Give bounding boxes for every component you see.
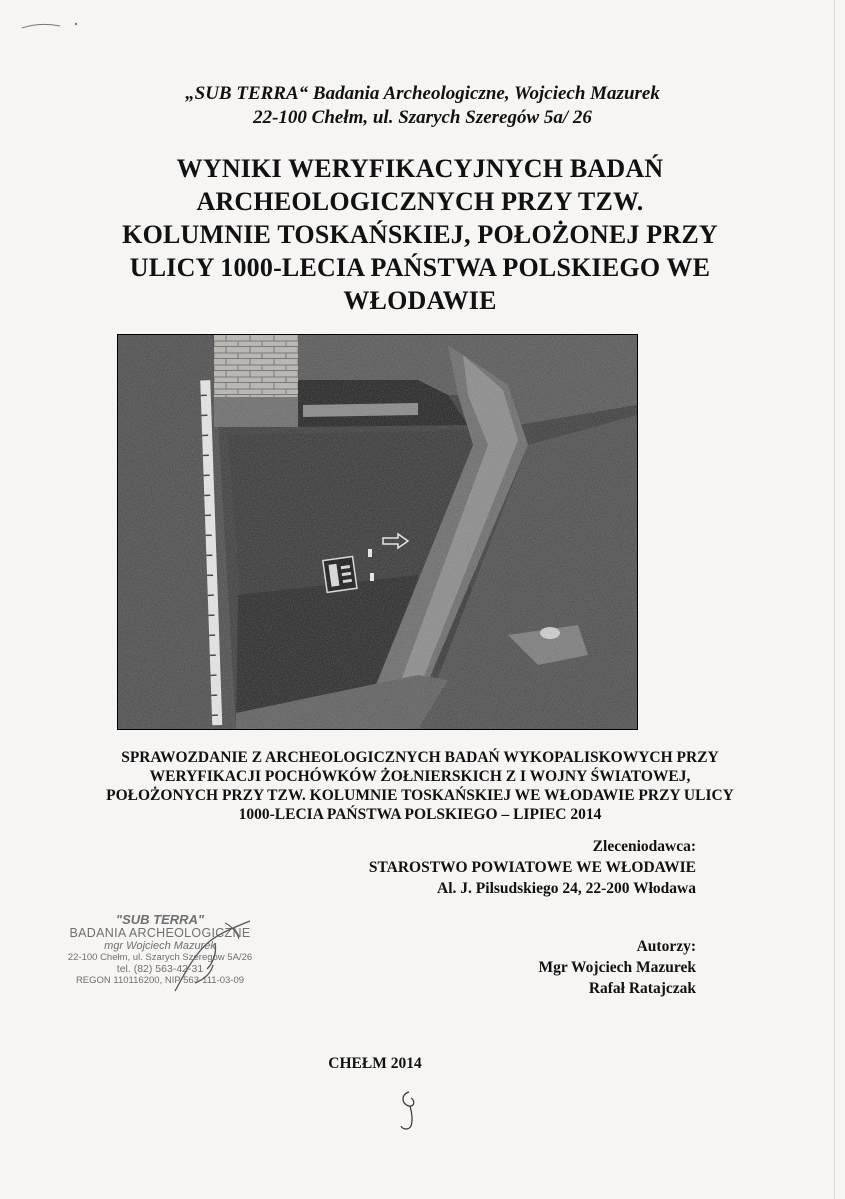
title-line: ARCHEOLOGICZNYCH PRZY TZW.: [196, 187, 644, 216]
excavation-photo: [117, 334, 638, 730]
handwritten-mark-icon: [395, 1088, 425, 1132]
stamp-line: mgr Wojciech Mazurek: [104, 940, 216, 952]
authors-block: [538, 936, 696, 999]
scan-mark-icon: [20, 20, 90, 40]
stamp-line: REGON 110116200, NIP 563-111-03-09: [75, 975, 245, 986]
report-line: 1000-LECIA PAŃSTWA POLSKIEGO – LIPIEC 2014: [238, 806, 602, 823]
stamp-line: "SUB TERRA": [115, 912, 205, 927]
company-stamp: [60, 913, 260, 993]
client-name: STAROSTWO POWIATOWE WE WŁODAWIE: [368, 859, 696, 876]
scan-edge: [834, 0, 835, 1199]
client-address: Al. J. Pilsudskiego 24, 22-200 Włodawa: [437, 880, 696, 897]
stamp-line: 22-100 Chełm, ul. Szarych Szeregów 5A/26: [67, 952, 253, 963]
author-name: Mgr Wojciech Mazurek: [538, 959, 696, 976]
stamp-line: BADANIA ARCHEOLOGICZNE: [69, 926, 251, 940]
company-address: 22-100 Chełm, ul. Szarych Szeregów 5a/ 26: [253, 107, 592, 128]
title-line: WYNIKI WERYFIKACYJNYCH BADAŃ: [176, 154, 664, 183]
client-label: Zleceniodawca:: [592, 838, 696, 855]
company-name: „SUB TERRA“ Badania Archeologiczne, Wojciech Mazurek: [185, 83, 660, 104]
title-line: KOLUMNIE TOSKAŃSKIEJ, POŁOŻONEJ PRZY: [122, 220, 718, 249]
stamp-line: tel. (82) 563-42-31: [116, 963, 204, 975]
report-line: WERYFIKACJI POCHÓWKÓW ŻOŁNIERSKICH Z I WOJNY ŚWIATOWEJ,: [149, 768, 691, 785]
place-year: CHEŁM 2014: [328, 1055, 422, 1072]
report-line: SPRAWOZDANIE Z ARCHEOLOGICZNYCH BADAŃ WYKOPALISKOWYCH PRZY: [121, 749, 719, 766]
document-title: [40, 152, 800, 317]
authors-label: Autorzy:: [636, 938, 696, 955]
company-header: [0, 82, 845, 130]
report-line: POŁOŻONYCH PRZY TZW. KOLUMNIE TOSKAŃSKIEJ WE WŁODAWIE PRZY ULICY: [106, 787, 734, 804]
report-description: [40, 748, 800, 824]
title-line: ULICY 1000-LECIA PAŃSTWA POLSKIEGO WE: [129, 253, 711, 282]
author-name: Rafał Ratajczak: [588, 980, 696, 997]
client-block: [369, 836, 696, 899]
title-line: WŁODAWIE: [343, 286, 497, 315]
signature-icon: [155, 913, 265, 993]
